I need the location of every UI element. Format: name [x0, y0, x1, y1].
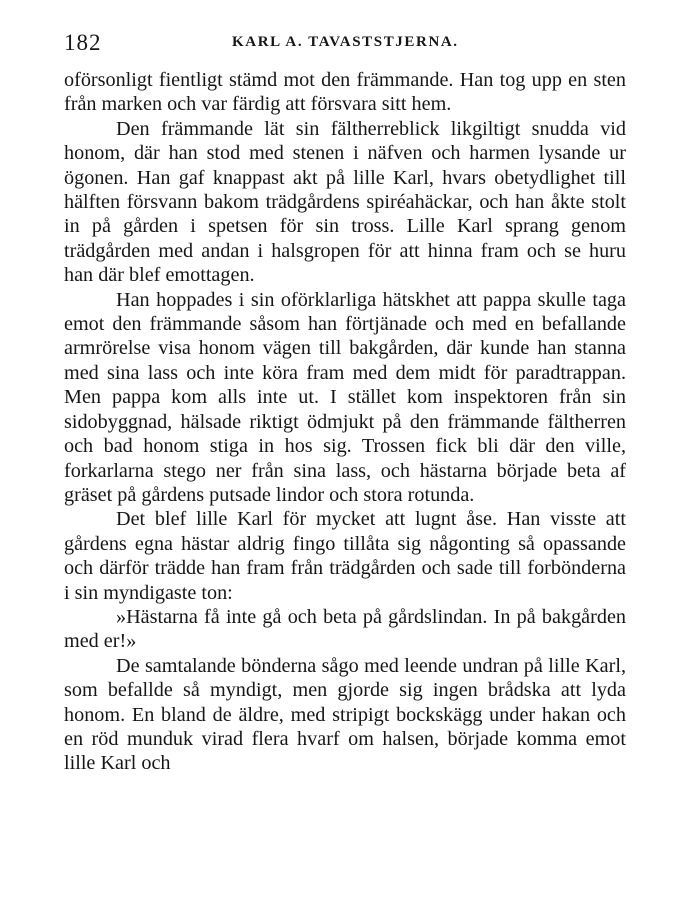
page-header [64, 30, 626, 56]
paragraph-5: »Hästarna få inte gå och beta på gårdslindan. In på bakgården med er!» [64, 605, 626, 653]
running-head: KARL A. TAVASTSTJERNA. [232, 34, 459, 50]
book-page [64, 30, 626, 776]
paragraph-1: oförsonligt fientligt stämd mot den främmande. Han tog upp en sten från marken och var färdig att försvara sitt hem. [64, 69, 626, 116]
paragraph-3: Han hoppades i sin oförklarliga hätskhet att pappa skulle taga emot den främmande såsom han förtjänade och med en befallande armrörelse visa honom vägen till bakgården, där kunde han stanna med sina lass och inte köra fram med dem midt för paradtrappan. Men pappa kom alls inte ut. I stället kom inspektoren från sin sidobyggnad, hälsade riktigt ödmjukt på den främmande fältherren och bad honom stiga in hos sig. Trossen fick bli där den ville, forkarlarna stego ner från sina lass, och hästarna började beta af gräset på gårdens putsade lindor och stora rotunda. [64, 288, 626, 506]
paragraph-4: Det blef lille Karl för mycket att lugnt åse. Han visste att gårdens egna hästar aldrig fingo tillåta sig någonting så opassande och därför trädde han fram från trädgården och sade till forbönderna i sin myndigaste ton: [64, 508, 626, 604]
page-number: 182 [64, 30, 102, 55]
paragraph-6: De samtalande bönderna sågo med leende undran på lille Karl, som befallde så myndigt, men gjorde sig ingen brådska att lyda honom. En bland de äldre, med stripigt bockskägg under hakan och en röd munduk virad flera hvarf om halsen, började komma emot lille Karl och [64, 654, 626, 775]
paragraph-2: Den främmande lät sin fältherreblick likgiltigt snudda vid honom, där han stod med stenen i näfven och harmen lysande ur ögonen. Han gaf knappast akt på lille Karl, hvars obetydlighet till hälften försvann bakom trädgårdens spiréahäckar, och han åkte stolt in på gården i spetsen för sin tross. Lille Karl sprang genom trädgården med andan i halsgropen för att hinna fram och se huru han där blef emottagen. [64, 117, 626, 287]
body-text [64, 68, 626, 776]
